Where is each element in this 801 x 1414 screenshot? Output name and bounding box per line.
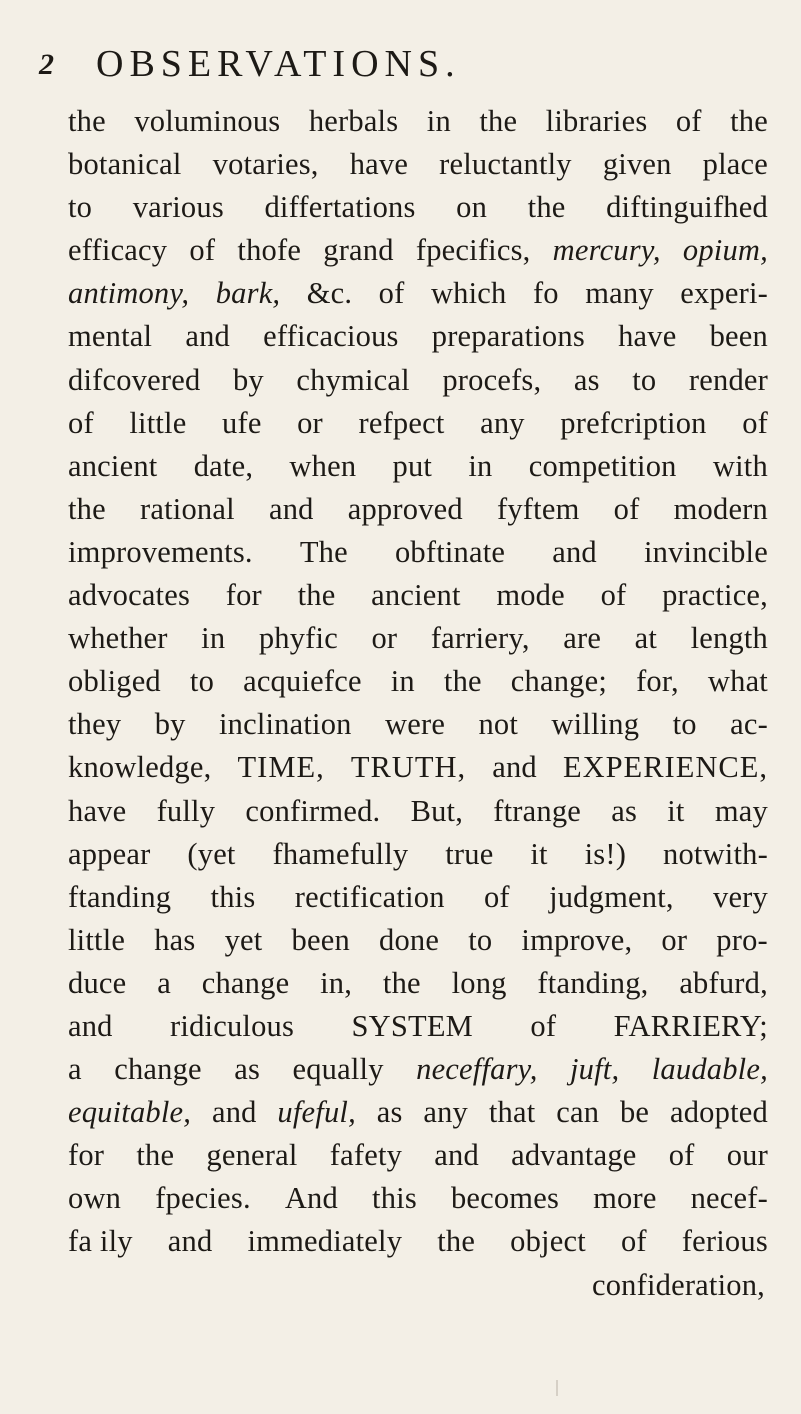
running-head: OBSERVATIONS.	[96, 43, 461, 85]
word: ancient	[68, 448, 158, 483]
word: done	[379, 922, 440, 957]
word: fa ily	[68, 1224, 133, 1259]
word: phyfic	[258, 621, 338, 656]
text-line	[68, 1091, 768, 1134]
word: more	[593, 1181, 657, 1216]
word: modern	[673, 491, 768, 526]
word: they	[68, 707, 122, 742]
word: fafety	[329, 1138, 403, 1173]
word: were	[385, 707, 446, 742]
word: inclination	[218, 707, 352, 742]
word: object	[510, 1224, 586, 1259]
text-line	[68, 488, 768, 531]
word: improvements.	[68, 534, 253, 569]
text-line	[68, 790, 768, 833]
word: the	[68, 491, 106, 526]
word: as	[234, 1052, 261, 1087]
word: and	[492, 750, 537, 785]
word: have	[618, 319, 677, 354]
body-text	[68, 100, 768, 1307]
word: fhamefully	[272, 836, 409, 871]
word: been	[709, 319, 768, 354]
word: with	[712, 448, 768, 483]
word: of	[530, 1008, 557, 1043]
word: pro-	[716, 922, 768, 957]
word: by	[232, 362, 264, 397]
word: may	[714, 793, 768, 828]
word: to	[632, 362, 657, 397]
word: chymical	[296, 362, 410, 397]
word: length	[690, 621, 768, 656]
word: the	[437, 1224, 476, 1259]
word: in	[201, 621, 226, 656]
word: of	[675, 104, 702, 138]
word: have	[68, 793, 127, 828]
word: neceffary,	[416, 1052, 538, 1087]
word: libraries	[545, 104, 648, 138]
word: fpecies.	[155, 1181, 251, 1216]
word: willing	[551, 707, 640, 742]
word: obliged	[68, 664, 161, 699]
text-line	[68, 833, 768, 876]
text-line	[68, 1134, 768, 1177]
word: of	[613, 491, 640, 526]
word: the	[136, 1138, 175, 1173]
word: to	[468, 922, 493, 957]
word: equitable,	[68, 1095, 192, 1130]
word: the	[382, 965, 421, 1000]
word: ac-	[730, 707, 768, 742]
text-line	[68, 186, 768, 229]
word: differtations	[264, 190, 416, 225]
word: refpect	[358, 405, 445, 440]
word: But,	[410, 793, 464, 828]
word: the	[68, 104, 106, 138]
word: for	[225, 578, 262, 613]
word: or	[371, 621, 398, 656]
word: long	[451, 965, 507, 1000]
word: necef-	[690, 1181, 768, 1216]
word: been	[291, 922, 350, 957]
word: grand	[323, 233, 394, 268]
word: a	[68, 1052, 82, 1087]
word: have	[349, 147, 409, 182]
word: obftinate	[394, 534, 506, 569]
word: to	[672, 707, 697, 742]
word: the	[479, 104, 518, 138]
word: change	[201, 965, 290, 1000]
word: and	[68, 1008, 113, 1043]
word: as	[376, 1095, 403, 1130]
word: improve,	[521, 922, 633, 957]
word: and	[552, 534, 597, 569]
text-line	[68, 229, 768, 272]
word: judgment,	[549, 879, 674, 914]
text-line	[68, 919, 768, 962]
text-line	[68, 876, 768, 919]
word: whether	[68, 621, 168, 656]
word: of	[600, 578, 627, 613]
word: it	[667, 793, 685, 828]
word: of	[668, 1138, 695, 1173]
word: yet	[224, 922, 263, 957]
word: abfurd,	[679, 965, 768, 1000]
text-line	[68, 1264, 768, 1307]
page-number: 2	[39, 48, 54, 81]
word: laudable,	[651, 1052, 768, 1087]
word: votaries,	[212, 147, 319, 182]
word: to	[68, 190, 93, 225]
word: botanical	[68, 147, 182, 182]
word: own	[68, 1181, 122, 1216]
word: antimony,	[68, 276, 190, 311]
word: practice,	[662, 578, 768, 613]
word: juft,	[570, 1052, 620, 1087]
word: place	[702, 147, 768, 182]
word: in	[426, 104, 451, 138]
word: ftanding,	[537, 965, 649, 1000]
word: ftanding	[68, 879, 172, 914]
text-line	[68, 962, 768, 1005]
word: to	[189, 664, 215, 699]
text-line	[68, 1177, 768, 1220]
word: thofe	[237, 233, 302, 268]
word: opium,	[682, 233, 768, 268]
word: which	[430, 276, 507, 311]
word: the	[443, 664, 482, 699]
word: duce	[68, 965, 127, 1000]
word: TIME,	[237, 750, 325, 785]
word: advantage	[511, 1138, 637, 1173]
word: procefs,	[442, 362, 542, 397]
word: of	[189, 233, 216, 268]
word: various	[132, 190, 224, 225]
word: ufeful,	[277, 1095, 356, 1130]
word: reluctantly	[439, 147, 572, 182]
text-line	[68, 1220, 768, 1263]
text-line	[68, 1048, 768, 1091]
word: ufe	[222, 405, 262, 440]
word: advocates	[68, 578, 191, 613]
word: confideration,	[591, 1267, 765, 1302]
word: becomes	[450, 1181, 560, 1216]
word: SYSTEM	[351, 1008, 473, 1043]
word: not	[478, 707, 519, 742]
word: render	[688, 362, 768, 397]
text-line	[68, 100, 768, 143]
word: knowledge,	[68, 750, 212, 785]
word: notwith-	[663, 836, 768, 871]
text-line	[68, 359, 768, 402]
word: in	[390, 664, 415, 699]
word: for,	[636, 664, 679, 699]
word: acquiefce	[243, 664, 362, 699]
word: mental	[68, 319, 153, 354]
word: &c.	[306, 276, 353, 311]
text-line	[68, 703, 768, 746]
word: true	[445, 836, 494, 871]
word: or	[297, 405, 323, 440]
word: put	[392, 448, 433, 483]
word: a	[157, 965, 171, 1000]
word: efficacious	[263, 319, 399, 354]
word: of	[378, 276, 405, 311]
word: as	[611, 793, 638, 828]
word: fo	[532, 276, 559, 311]
word: little	[129, 405, 187, 440]
word: has	[154, 922, 196, 957]
word: it	[530, 836, 548, 871]
word: at	[634, 621, 658, 656]
word: difcovered	[68, 362, 201, 397]
word: of	[742, 405, 768, 440]
word: fully	[156, 793, 216, 828]
word: adopted	[670, 1095, 768, 1130]
word: on	[456, 190, 488, 225]
word: very	[713, 879, 768, 914]
word: TRUTH,	[350, 750, 467, 785]
word: efficacy	[68, 233, 168, 268]
word: and	[434, 1138, 479, 1173]
word: are	[563, 621, 602, 656]
word: little	[68, 922, 126, 957]
word: ancient	[371, 578, 461, 613]
word: competition	[528, 448, 677, 483]
word: The	[299, 534, 348, 569]
word: mode	[496, 578, 565, 613]
word: fyftem	[497, 491, 580, 526]
word: herbals	[308, 104, 399, 138]
word: by	[154, 707, 186, 742]
word: of	[68, 405, 94, 440]
word: preparations	[431, 319, 585, 354]
text-line	[68, 315, 768, 358]
word: and	[211, 1095, 257, 1130]
text-line	[68, 617, 768, 660]
word: this	[372, 1181, 417, 1216]
word: in,	[320, 965, 353, 1000]
word: when	[289, 448, 357, 483]
word: in	[468, 448, 493, 483]
word: any	[480, 405, 525, 440]
word: many	[585, 276, 654, 311]
word: confirmed.	[245, 793, 381, 828]
word: our	[726, 1138, 768, 1173]
text-line	[68, 746, 768, 789]
word: is!)	[584, 836, 627, 871]
word: and	[185, 319, 230, 354]
word: bark,	[215, 276, 281, 311]
word: of	[483, 879, 510, 914]
word: what	[707, 664, 768, 699]
word: date,	[193, 448, 254, 483]
word: the	[527, 190, 566, 225]
word: of	[620, 1224, 647, 1259]
word: the	[297, 578, 336, 613]
text-line	[68, 445, 768, 488]
word: equally	[292, 1052, 384, 1087]
word: EXPERIENCE,	[562, 750, 768, 785]
text-line	[68, 402, 768, 445]
word: change	[114, 1052, 202, 1087]
word: rectification	[294, 879, 445, 914]
word: farriery,	[430, 621, 530, 656]
word: ridiculous	[170, 1008, 295, 1043]
word: be	[619, 1095, 650, 1130]
word: fpecifics,	[415, 233, 531, 268]
word: (yet	[187, 836, 236, 871]
word: diftinguifhed	[606, 190, 768, 225]
word: the	[730, 104, 768, 138]
paper-speck	[556, 1380, 558, 1396]
word: as	[573, 362, 600, 397]
text-line	[68, 272, 768, 315]
word: change;	[510, 664, 608, 699]
word: appear	[68, 836, 151, 871]
word: approved	[347, 491, 463, 526]
word: invincible	[643, 534, 768, 569]
word: any	[423, 1095, 469, 1130]
text-line	[68, 660, 768, 703]
word: FARRIERY;	[613, 1008, 768, 1043]
word: ftrange	[493, 793, 582, 828]
word: for	[68, 1138, 105, 1173]
word: that	[488, 1095, 536, 1130]
word: prefcription	[560, 405, 707, 440]
word: general	[206, 1138, 298, 1173]
text-line	[68, 143, 768, 186]
word: immediately	[247, 1224, 403, 1259]
word: And	[284, 1181, 338, 1216]
word: given	[602, 147, 672, 182]
word: voluminous	[134, 104, 281, 138]
word: this	[210, 879, 256, 914]
text-line	[68, 1005, 768, 1048]
text-line	[68, 531, 768, 574]
text-line	[68, 574, 768, 617]
word: ferious	[681, 1224, 768, 1259]
word: or	[661, 922, 688, 957]
word: can	[556, 1095, 600, 1130]
word: and	[268, 491, 314, 526]
word: mercury,	[552, 233, 661, 268]
word: and	[167, 1224, 213, 1259]
word: rational	[140, 491, 235, 526]
word: experi-	[680, 276, 768, 311]
